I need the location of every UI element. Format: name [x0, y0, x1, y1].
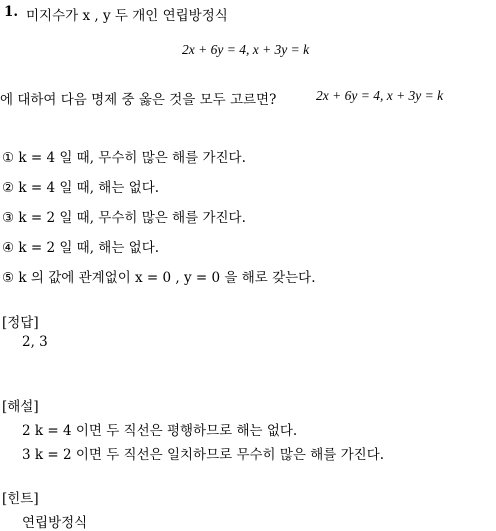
choice-3: ③ k = 2 일 때, 무수히 많은 해를 가진다.: [2, 210, 246, 226]
question-equations: 2x + 6y = 4, x + 3y = k: [316, 88, 444, 103]
problem-number: 1.: [4, 4, 19, 20]
answer-label: [정답]: [2, 315, 39, 331]
choice-4: ④ k = 2 일 때, 해는 없다.: [2, 240, 160, 256]
answer-value: 2, 3: [22, 334, 48, 350]
choice-5: ⑤ k 의 값에 관계없이 x = 0 , y = 0 을 해로 갖는다.: [2, 270, 316, 286]
explanation-label: [해설]: [2, 399, 39, 415]
hint-label: [힌트]: [2, 491, 39, 507]
question-text: 에 대하여 다음 명제 중 옳은 것을 모두 고르면?: [0, 92, 277, 108]
hint-value: 연립방정식: [22, 515, 88, 531]
system-equations: 2x + 6y = 4, x + 3y = k: [182, 42, 310, 57]
choice-1: ① k = 4 일 때, 무수히 많은 해를 가진다.: [2, 150, 246, 166]
explanation-line-2: 3 k = 2 이면 두 직선은 일치하므로 무수히 많은 해를 가진다.: [22, 447, 385, 463]
explanation-line-1: 2 k = 4 이면 두 직선은 평행하므로 해는 없다.: [22, 423, 298, 439]
choice-2: ② k = 4 일 때, 해는 없다.: [2, 180, 160, 196]
problem-stem: 미지수가 x , y 두 개인 연립방정식: [26, 8, 228, 24]
